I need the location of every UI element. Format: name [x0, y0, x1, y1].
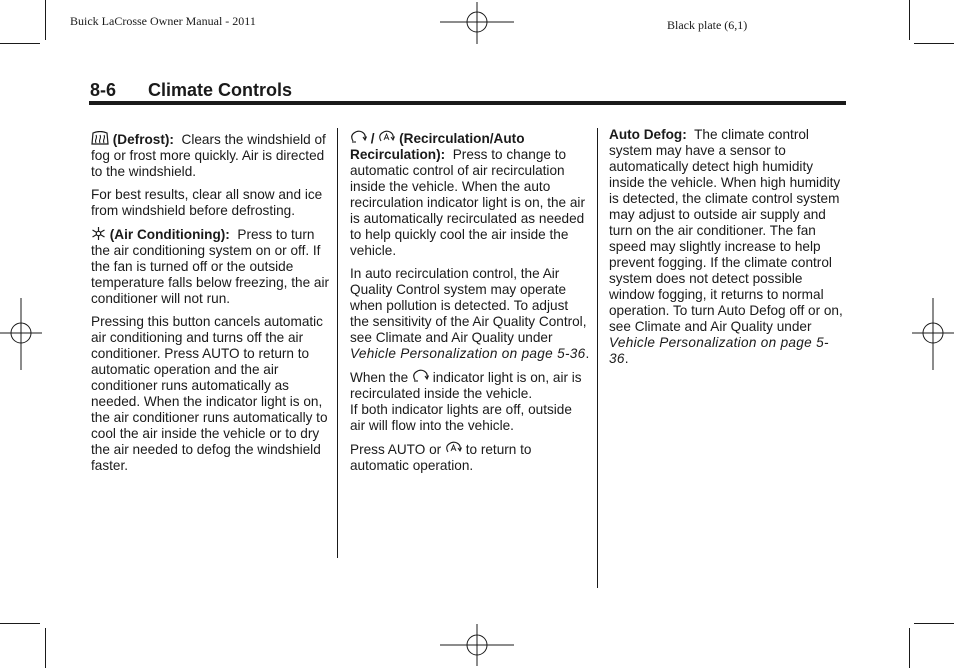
defrost-label: (Defrost):	[112, 132, 174, 147]
press-pre: Press AUTO or	[350, 442, 442, 457]
registration-mark-left	[0, 298, 42, 370]
period: .	[585, 346, 590, 361]
column-3	[609, 127, 845, 374]
crop-mark	[909, 0, 910, 40]
recirculation-icon	[412, 369, 429, 384]
page-title	[90, 80, 292, 101]
crop-mark	[909, 628, 910, 668]
column-divider	[337, 128, 338, 558]
crop-mark	[914, 623, 954, 624]
auto-recirc-paragraph	[350, 266, 590, 362]
auto-recirc-text: In auto recirculation control, the Air Quality Control system may operate when pollution is detected. To adjust the sensitivity of the Air Quality Control, see Climate and Air Quality under	[350, 266, 587, 345]
plate-label: Black plate (6,1)	[667, 18, 748, 32]
best-results-paragraph: For best results, clear all snow and ice from windshield before defrosting.	[91, 187, 323, 218]
when-paragraph	[350, 369, 590, 434]
page-number: 8-6	[90, 80, 117, 100]
when-post: indicator light is on, air is recirculated inside the vehicle.	[350, 370, 582, 401]
crop-mark	[914, 43, 954, 44]
reference-link[interactable]: Vehicle Personalization on page 5-36	[609, 335, 829, 366]
defrost-paragraph	[91, 131, 329, 180]
auto-defog-text: The climate control system may have a sensor to automatically detect high humidity inside the vehicle. When high humidity is detected, the climate control system may adjust to outside air supply and turn on the air conditioner. The fan speed may slightly increase to help prevent fogging. If the climate control system does not detect possible window fogging, it returns to normal operation. To turn Auto Defog off or on, see Climate and Air Quality under	[609, 127, 843, 334]
column-2	[350, 130, 590, 481]
crop-mark	[45, 628, 46, 668]
registration-mark-top	[440, 2, 514, 44]
manual-name: Buick LaCrosse Owner Manual - 2011	[70, 14, 256, 28]
registration-mark-bottom	[440, 624, 514, 666]
reference-link[interactable]: Vehicle Personalization on page 5-36	[350, 346, 586, 361]
windshield-defrost-icon	[91, 131, 109, 146]
recirc-label: (Recirculation/Auto Recirculation):	[350, 131, 525, 162]
period: .	[624, 351, 629, 366]
recirculation-icon	[350, 130, 367, 145]
auto-defog-paragraph	[609, 127, 845, 367]
auto-defog-label: Auto Defog:	[609, 127, 687, 142]
ac-text: Press to turn the air conditioning system on or off. If the fan is turned off or the outside temperature falls below freezing, the air conditioner will not run.	[91, 227, 330, 306]
auto-recirculation-icon	[378, 130, 395, 145]
when-pre: When the	[350, 370, 409, 385]
defrost-text: Clears the windshield of fog or frost more quickly. Air is directed to the windshield.	[91, 132, 326, 179]
ac-label: (Air Conditioning):	[109, 227, 230, 242]
recirc-paragraph	[350, 130, 590, 259]
ac-paragraph	[91, 226, 329, 307]
cancel-paragraph: Pressing this button cancels automatic air conditioning and turns off the air conditioner. Press AUTO to return to automatic operation and the air conditioner runs automatically as needed. When the indicator light is on, the air conditioner runs automatically to cool the air inside the vehicle or to dry the air needed to defog the windshield faster.	[91, 314, 328, 473]
both-off-text: If both indicator lights are off, outside air will flow into the vehicle.	[350, 402, 572, 433]
crop-mark	[0, 623, 40, 624]
slash-separator: /	[370, 131, 375, 146]
crop-mark	[45, 0, 46, 40]
press-post: to return to automatic operation.	[350, 442, 532, 473]
crop-mark	[0, 43, 40, 44]
press-auto-paragraph	[350, 441, 590, 474]
column-1	[91, 131, 329, 481]
column-divider	[597, 128, 598, 588]
title-rule	[89, 101, 846, 105]
recirc-text: Press to change to automatic control of air recirculation inside the vehicle. When the auto recirculation indicator light is on, the air is automatically recirculated as needed to help quickly cool the air inside the vehicle.	[350, 147, 585, 258]
auto-recirculation-icon	[445, 441, 462, 456]
section-title: Climate Controls	[148, 80, 293, 100]
registration-mark-right	[912, 298, 954, 370]
air-conditioning-icon	[91, 226, 106, 241]
